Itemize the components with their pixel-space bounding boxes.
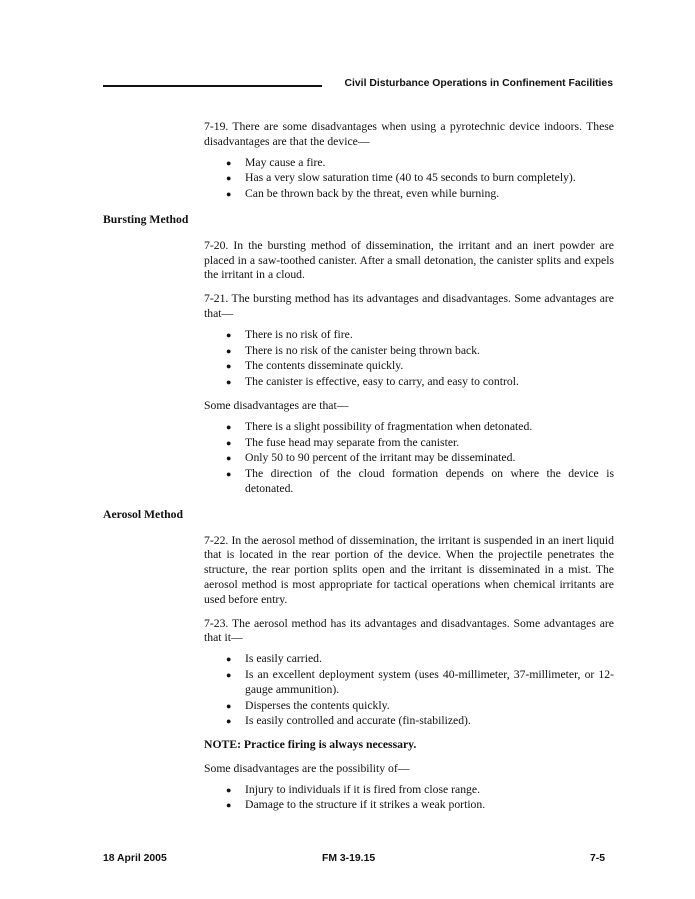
note: NOTE: Practice firing is always necessary. <box>204 738 417 752</box>
list-item: ● Damage to the structure if it strikes a weak portion. <box>226 798 486 812</box>
heading-aerosol-method: Aerosol Method <box>103 507 183 521</box>
list-item: ● Only 50 to 90 percent of the irritant may be disseminated. <box>226 451 516 465</box>
list-item: ● There is no risk of fire. <box>226 327 353 341</box>
paragraph-7-23-disadvantages: Some disadvantages are the possibility of— <box>204 761 410 775</box>
footer-page-number: 7-5 <box>590 853 606 864</box>
bullet-icon: ● <box>226 437 232 448</box>
list-item: ● Is easily carried. <box>226 652 322 666</box>
list-item: ● There is a slight possibility of fragmentation when detonated. <box>226 419 533 433</box>
list-item: ● The direction of the cloud formation depends on where the device is detonated. <box>226 467 614 495</box>
list-item: ● There is no risk of the canister being thrown back. <box>226 343 480 357</box>
bullet-icon: ● <box>226 469 232 480</box>
footer-manual: FM 3-19.15 <box>322 853 376 864</box>
bullet-icon: ● <box>226 377 232 388</box>
bullet-icon: ● <box>226 189 232 200</box>
bullet-icon: ● <box>226 669 232 680</box>
list-7-21-advantages <box>204 328 614 390</box>
bullet-icon: ● <box>226 700 232 711</box>
list-item: ● The fuse head may separate from the canister. <box>226 435 460 449</box>
bullet-icon: ● <box>226 361 232 372</box>
list-item: ● The contents disseminate quickly. <box>226 359 404 373</box>
bullet-icon: ● <box>226 329 232 340</box>
list-item: ● Disperses the contents quickly. <box>226 698 390 712</box>
paragraph-7-23: 7-23. The aerosol method has its advantages and disadvantages. Some advantages are that it— <box>204 616 614 645</box>
list-item: ● Has a very slow saturation time (40 to 45 seconds to burn completely). <box>226 171 576 185</box>
paragraph-7-22: 7-22. In the aerosol method of dissemination, the irritant is suspended in an inert liquid that is located in the rear portion of the device. When the projectile penetrates the structure, the rear portion splits open and the irritant is disseminated in a mist. The aerosol method is most appropriate for tactical operations when chemical irritants are used before entry. <box>204 533 614 606</box>
bullet-icon: ● <box>226 716 232 727</box>
footer-date: 18 April 2005 <box>103 853 167 864</box>
list-item: ● Is easily controlled and accurate (fin-stabilized). <box>226 714 471 728</box>
list-item: ● Is an excellent deployment system (uses 40-millimeter, 37-millimeter, or 12-gauge ammunition). <box>226 667 614 696</box>
header-title: Civil Disturbance Operations in Confinement Facilities <box>344 78 613 89</box>
paragraph-7-20: 7-20. In the bursting method of dissemination, the irritant and an inert powder are placed in a saw-toothed canister. After a small detonation, the canister splits and expels the irritant in a cloud. <box>204 238 614 282</box>
bullet-icon: ● <box>226 800 232 811</box>
paragraph-7-21-disadvantages: Some disadvantages are that— <box>204 398 349 412</box>
bullet-icon: ● <box>226 784 232 795</box>
list-7-21-disadvantages <box>204 420 614 497</box>
bullet-icon: ● <box>226 345 232 356</box>
list-item: ● Injury to individuals if it is fired from close range. <box>226 782 480 796</box>
list-item: ● The canister is effective, easy to carry, and easy to control. <box>226 375 519 389</box>
document-body <box>103 120 614 822</box>
list-7-23-advantages <box>204 652 614 729</box>
paragraph-7-19: 7-19. There are some disadvantages when using a pyrotechnic device indoors. These disadvantages are that the device— <box>204 120 614 148</box>
bullet-icon: ● <box>226 173 232 184</box>
header-rule <box>103 85 322 87</box>
paragraph-7-21: 7-21. The bursting method has its advantages and disadvantages. Some advantages are that— <box>204 292 614 320</box>
bullet-icon: ● <box>226 157 232 168</box>
bullet-icon: ● <box>226 421 232 432</box>
bullet-icon: ● <box>226 654 232 665</box>
list-item: ● May cause a fire. <box>226 155 326 169</box>
bullet-icon: ● <box>226 453 232 464</box>
list-7-23-disadvantages <box>204 783 614 814</box>
list-item: ● Can be thrown back by the threat, even while burning. <box>226 187 500 201</box>
heading-bursting-method: Bursting Method <box>103 212 189 226</box>
list-7-19 <box>204 156 614 202</box>
